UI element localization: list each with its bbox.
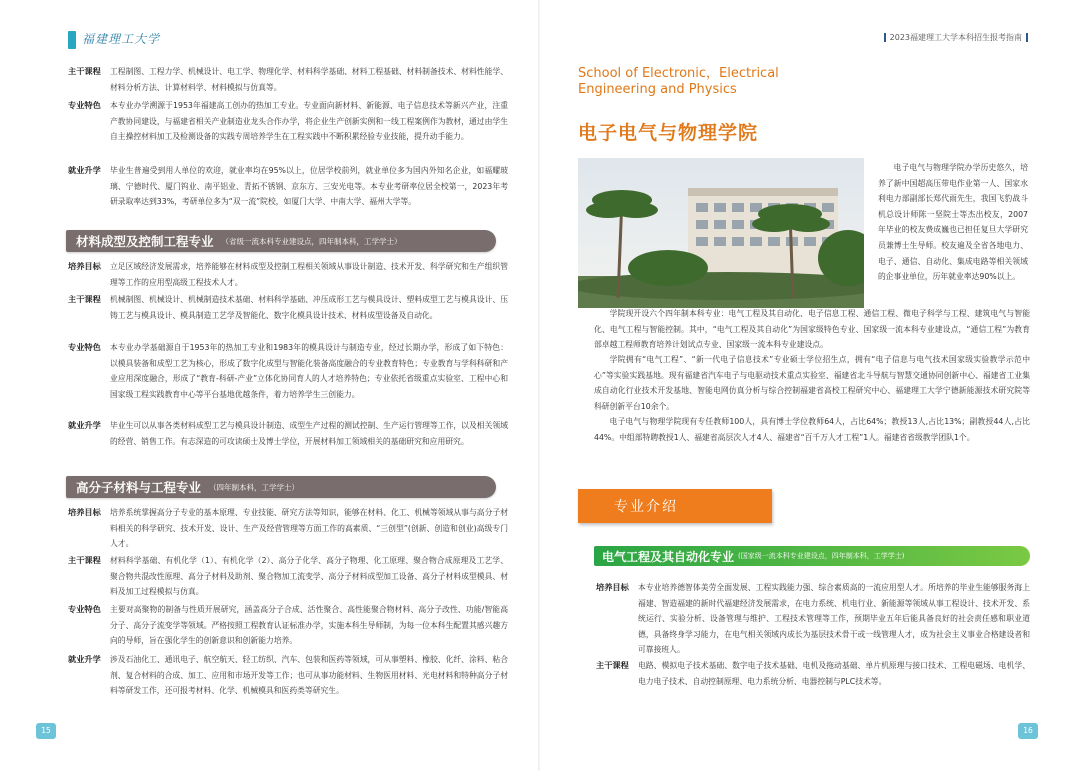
- row-label: 专业特色: [68, 342, 101, 352]
- campus-photo: [578, 158, 864, 308]
- school-faculty-paragraph: 电子电气与物理学院现有专任教师100人，具有博士学位教师64人，占比64%；教授13人,占比13%；副教授44人,占比44%。中组部特聘教授1人、福建省高层次人才4人、福建省“百千万人才工程”1人。福建省省级教学团队1个。: [594, 417, 1030, 442]
- major-intro-heading: [578, 489, 772, 523]
- row-label: 主干课程: [596, 660, 629, 670]
- row-text: 材料科学基础、有机化学（1）、有机化学（2）、高分子化学、高分子物理、化工原理、聚合物合成原理及工艺学、聚合物共混改性原理、高分子材料及助剂、聚合物加工流变学、高分子材料成型加工设备、高分子材料成型模具、材料及加工过程模拟与仿真。: [110, 556, 508, 596]
- banner-subtitle: (国家级一流本科专业建设点，四年制本科，工学学士): [738, 552, 905, 560]
- polymer-major-banner: [66, 476, 496, 498]
- row-label: 专业特色: [68, 604, 101, 614]
- row-label: 培养目标: [68, 507, 101, 517]
- forming-objective: [68, 259, 508, 290]
- row-label: 培养目标: [68, 261, 101, 271]
- row-text: 机械制图、机械设计、机械制造技术基础、材料科学基础、冲压成形工艺与模具设计、塑料成型工艺与模具设计、压铸工艺与模具设计、模具制造工艺学及智能化、数字化模具设计技术、材料成型设备及自动化。: [110, 295, 508, 320]
- row-label: 专业特色: [68, 100, 101, 110]
- materials-employment: [68, 163, 508, 210]
- page-number-right: 16: [1018, 723, 1038, 739]
- row-label: 就业升学: [68, 420, 101, 430]
- polymer-objective: [68, 505, 508, 552]
- row-text: 主要对高聚物的制备与性质开展研究，涵盖高分子合成、活性聚合、高性能聚合物材料、高分子改性、功能/智能高分子、高分子流变学等领域。严格按照工程教育认证标准办学，实施本科生导师制，为每一位本科生配置其感兴趣方向的导师，旨在强化学生的创新意识和创新能力培养。: [110, 605, 508, 645]
- banner-subtitle: （四年制本科，工学学士）: [209, 482, 300, 492]
- running-head: [880, 32, 1032, 43]
- materials-main-courses: [68, 64, 508, 95]
- school-english-line1: School of Electronic，Electrical: [578, 66, 779, 81]
- banner-title: 高分子材料与工程专业: [76, 480, 202, 495]
- university-logo: 福建理工大学: [82, 32, 161, 46]
- row-label: 就业升学: [68, 165, 101, 175]
- row-label: 就业升学: [68, 654, 101, 664]
- row-label: 培养目标: [596, 582, 629, 592]
- row-text: 毕业生可以从事各类材料成型工艺与模具设计制造、成型生产过程的测试控制、生产运行管理等工作，以及相关领域的经营、销售工作。有志深造的可攻读硕士及博士学位，开展材料加工领域相关的基础研究和应用研究。: [110, 421, 508, 446]
- ee-major-banner: [594, 546, 1030, 566]
- forming-employment: [68, 418, 508, 449]
- row-label: 主干课程: [68, 294, 101, 304]
- school-english-name: [578, 66, 779, 98]
- polymer-employment: [68, 652, 508, 699]
- ee-objective: [596, 580, 1030, 658]
- right-page: [540, 0, 1080, 771]
- forming-major-banner: [66, 230, 496, 252]
- major-intro-heading-text: 专业介绍: [614, 499, 678, 515]
- school-majors-paragraph: 学院现开设六个四年制本科专业：电气工程及其自动化、电子信息工程、通信工程、微电子科学与工程、建筑电气与智能化、电气工程与智能控制。其中，“电气工程及其自动化”为国家级特色专业、国家级一流本科专业建设点，“通信工程”为教育部卓越工程师教育培养计划试点专业、国家级一流本科专业建设点。: [594, 309, 1030, 350]
- row-text: 电路、模拟电子技术基础、数字电子技术基础、电机及拖动基础、单片机原理与接口技术、工程电磁场、电机学、电力电子技术、自动控制原理、电力系统分析、电器控制与PLC技术等。: [638, 661, 1030, 686]
- school-platforms-paragraph: 学院拥有“电气工程”、“新一代电子信息技术”专业硕士学位招生点，拥有“电子信息与电气技术国家级实验教学示范中心”等实验实践基地。现有福建省汽车电子与电驱动技术重点实验室、福建省北斗导航与智慧交通协同创新中心、福建省工业集成自动化行业技术开发基地、智能电网仿真分析与综合控制福建省高校工程研究中心、福建理工大学宁德新能源技术研究院等科研创新平台10余个。: [594, 355, 1030, 411]
- running-head-bar: [884, 33, 886, 42]
- campus-photo-illustration: [578, 158, 864, 308]
- running-head-bar: [1026, 33, 1028, 42]
- materials-features: [68, 98, 508, 145]
- forming-main-courses: [68, 292, 508, 323]
- row-text: 本专业办学基础源自于1953年的热加工专业和1983年的模具设计与制造专业，经过长期办学，形成了如下特色：以模具装备和成型工艺为核心，形成了数字化成型与智能化装备高度融合的专业教育特色；专业教育与学科科研和产业应用深度融合，形成了“教育-科研-产业”立体化协同育人的人才培养特色；专业依托省级重点实验室、工程中心和国家级工程实践教育中心等平台基地优越条件，着力培养学生三创能力。: [110, 343, 508, 399]
- school-intro-text: 电子电气与物理学院办学历史悠久，培养了新中国超高压带电作业第一人、国家水利电力部副部长郑代雨先生，我国飞豹战斗机总设计师陈一坚院士等杰出校友，2007年毕业的校友费成巍也已担任复旦大学研究员兼博士生导师。校友遍及全省各地电力、电子、通信、自动化、集成电路等相关领域的企事业单位，历年就业率达90%以上。: [878, 163, 1028, 282]
- row-label: 主干课程: [68, 555, 101, 565]
- row-text: 毕业生普遍受到用人单位的欢迎，就业率均在95%以上，位居学校前列，就业单位多为国内外知名企业，如福耀玻璃、宁德时代、厦门钨业、南平铝业、青拓不锈钢、京东方、三安光电等。本专业考研率位居全校第一，2023年考研录取率达到33%，考研单位多为“双一流”院校，如厦门大学、中南大学、福州大学等。: [110, 166, 508, 206]
- row-text: 立足区域经济发展需求，培养能够在材料成型及控制工程相关领域从事设计制造、技术开发、科学研究和生产组织管理等工作的应用型高级工程技术人才。: [110, 262, 508, 287]
- polymer-main-courses: [68, 553, 508, 600]
- polymer-features: [68, 602, 508, 649]
- row-text: 本专业办学溯源于1953年福建高工创办的热加工专业。专业面向新材料、新能源、电子信息技术等新兴产业，注重产教协同建设，与福建省相关产业制造业龙头合作办学，将企业生产创新实例和一线工程案例作为教材，通过由学生自主操控材料加工及检测设备的实践专周培养学生在工程实践中不断积累经验专业技能，提升动手能力。: [110, 101, 508, 141]
- row-text: 涉及石油化工、通讯电子、航空航天、轻工纺织、汽车、包装和医药等领域，可从事塑料、橡胶、化纤、涂料、粘合剂、复合材料的合成、加工、应用和市场开发等工作；也可从事功能材料、生物医用材料、光电材料和特种高分子材料等研发工作，还可报考材料、化学、机械模具和医药类等研究生。: [110, 655, 508, 695]
- page-number-left: 15: [36, 723, 56, 739]
- running-head-text: 2023福建理工大学本科招生报考指南: [889, 33, 1022, 42]
- ee-main-courses: [596, 658, 1030, 689]
- school-english-line2: Engineering and Physics: [578, 82, 737, 97]
- row-text: 工程制图、工程力学、机械设计、电工学、物理化学、材料科学基础、材料工程基础、材料制备技术、材料性能学、材料分析方法、计算材料学、材料模拟与仿真等。: [110, 67, 508, 92]
- banner-subtitle: （省级一流本科专业建设点，四年制本科，工学学士）: [221, 236, 402, 246]
- logo-mark: [68, 31, 76, 49]
- banner-title: 电气工程及其自动化专业: [602, 549, 735, 564]
- row-text: 培养系统掌握高分子专业的基本原理、专业技能、研究方法等知识，能够在材料、化工、机械等领域从事与高分子材料相关的科学研究、技术开发、设计、生产及经营管理等方面工作的高素质、“三创型”(创新、创造和创业)高级专门人才。: [110, 508, 508, 548]
- row-label: 主干课程: [68, 66, 101, 76]
- school-chinese-name: 电子电气与物理学院: [578, 122, 759, 144]
- forming-features: [68, 340, 508, 402]
- row-text: 本专业培养德智体美劳全面发展、工程实践能力强、综合素质高的一流应用型人才。所培养的毕业生能够服务海上福建、智造福建的新时代福建经济发展需求，在电力系统、机电行业、新能源等领域从事工程设计、技术开发、系统运行、实验分析、设备管理与维护、工程技术管理等工作，预期毕业五年后能具备良好的社会责任感和职业道德，具备终身学习能力，在电气相关领域内成长为基层技术骨干或一线管理人才，成为社会主义事业合格建设者和可靠接班人。: [638, 583, 1030, 654]
- banner-title: 材料成型及控制工程专业: [76, 234, 214, 249]
